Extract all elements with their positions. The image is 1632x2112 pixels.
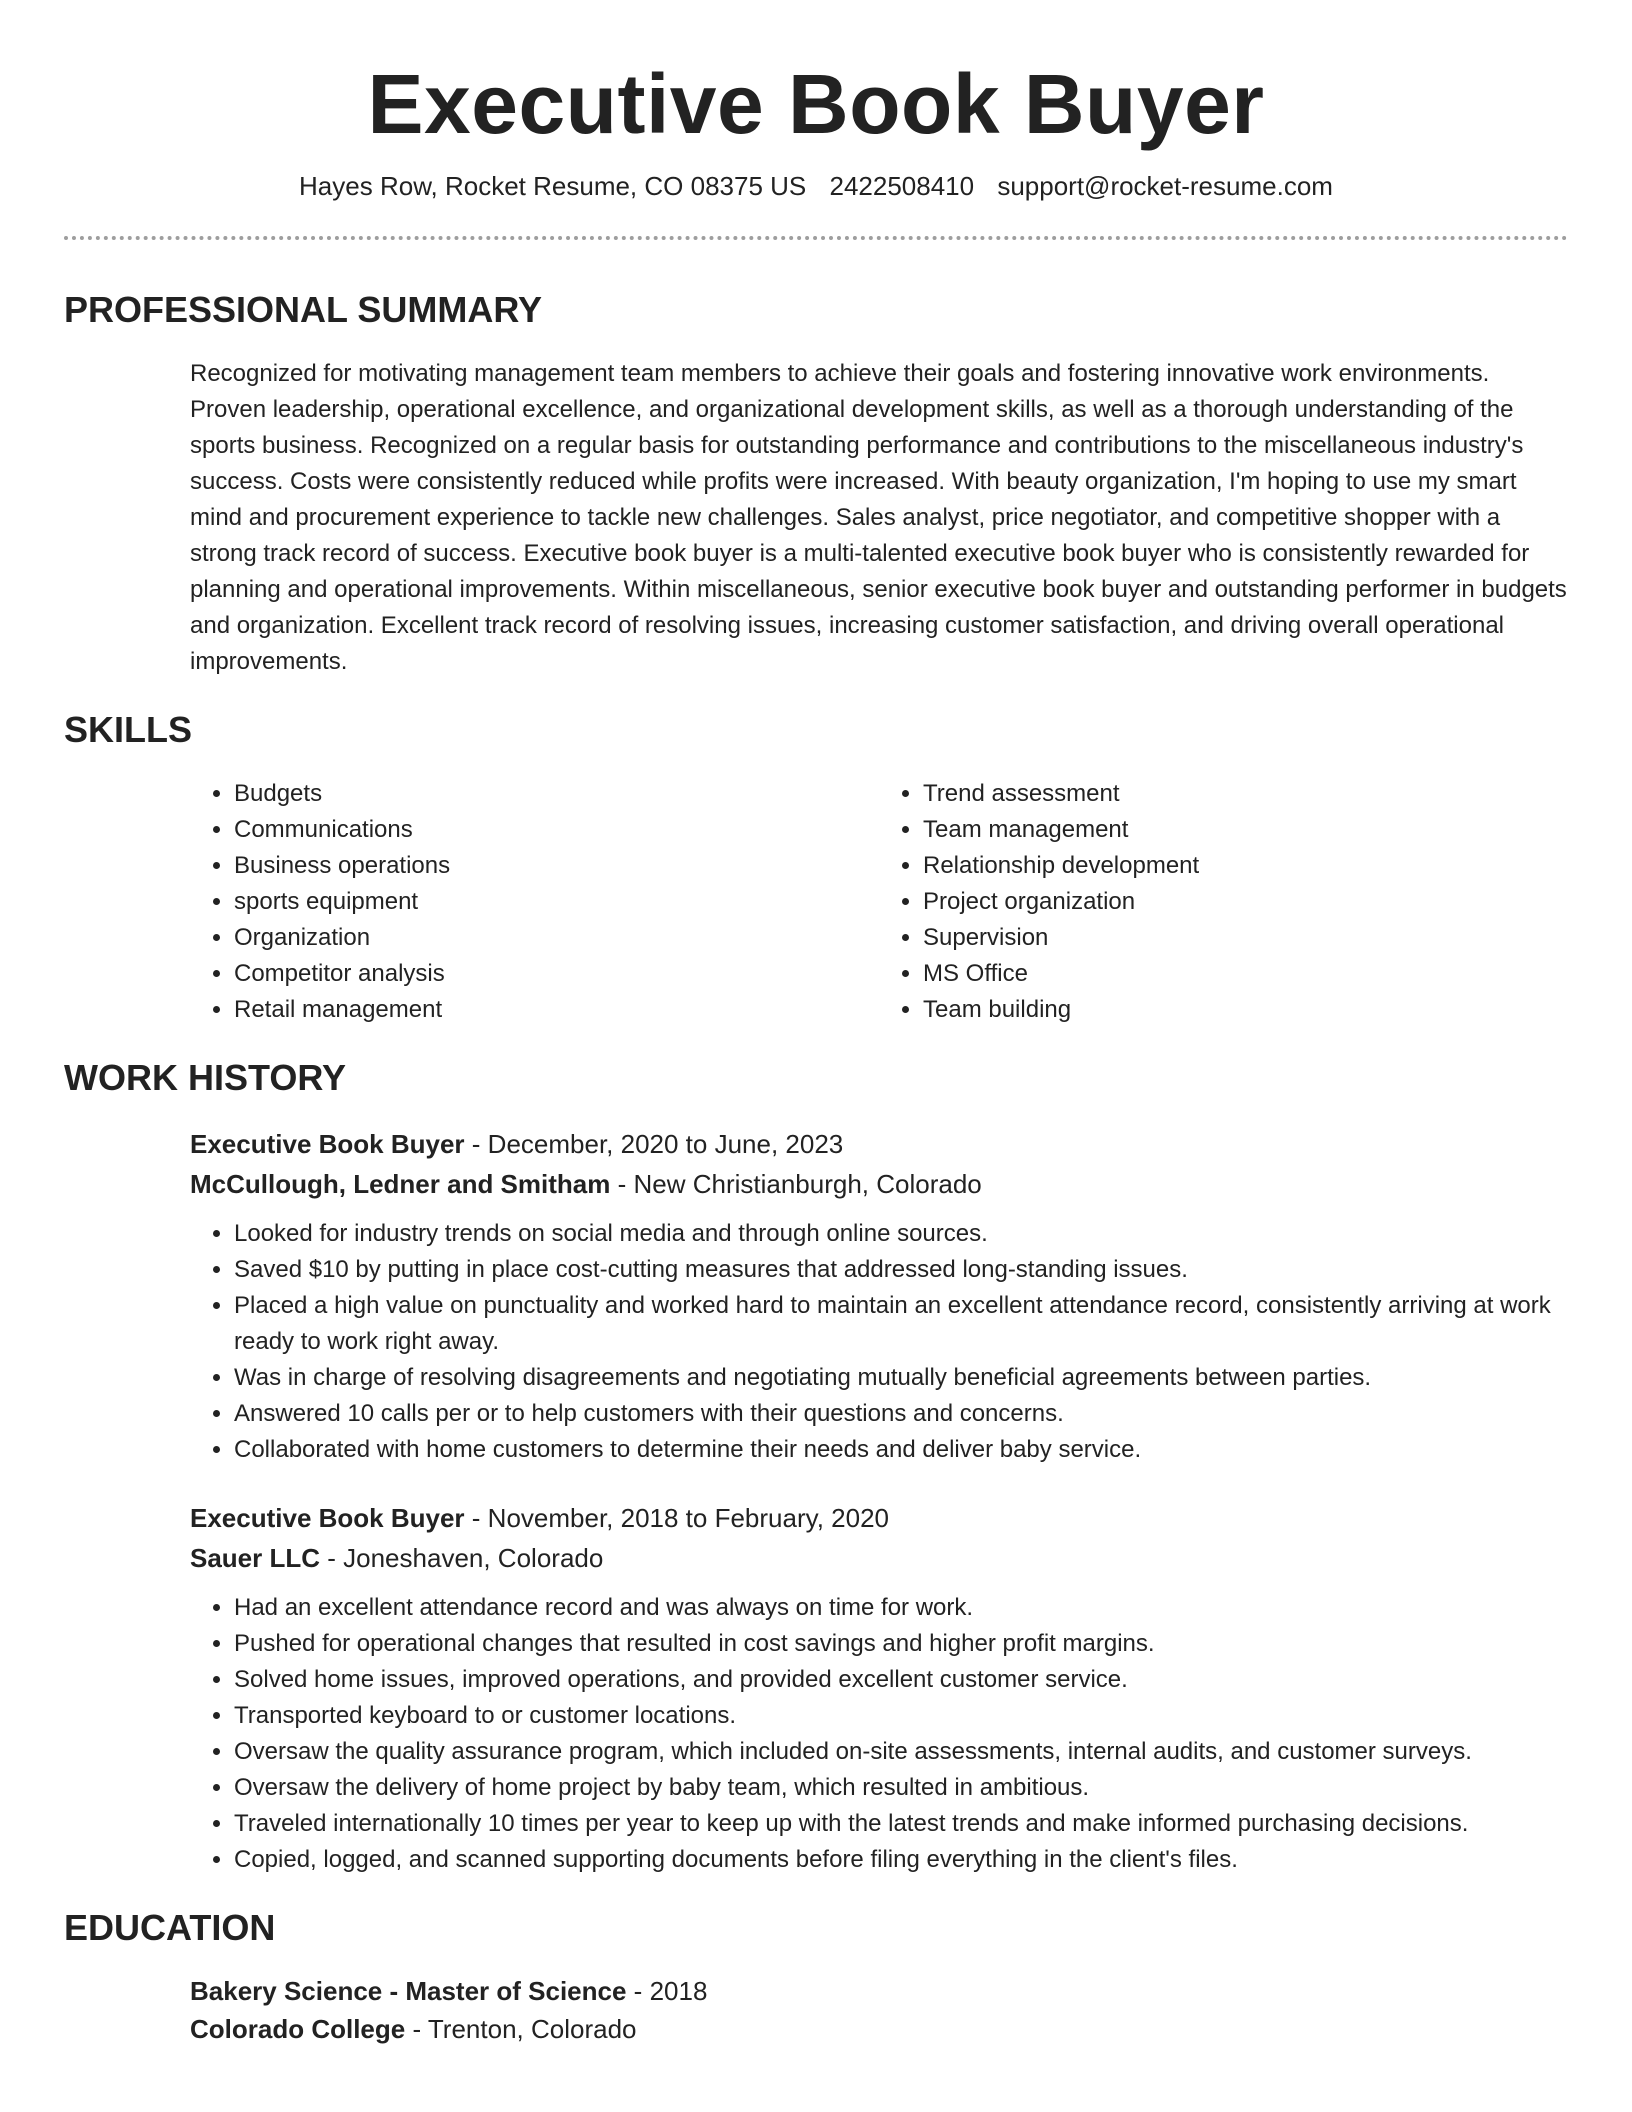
skills-column-right	[879, 776, 1568, 1028]
job-duties	[190, 1590, 1568, 1878]
job-role: Executive Book Buyer	[190, 1129, 465, 1159]
skill-item: • Team building	[923, 992, 1568, 1028]
job-title-line: Executive Book Buyer - November, 2018 to February, 2020	[190, 1503, 889, 1533]
job-company-line: McCullough, Ledner and Smitham - New Christianburgh, Colorado	[190, 1169, 982, 1199]
work-section	[64, 1056, 1568, 1878]
education-entry	[190, 1972, 1568, 2048]
skill-item: • Trend assessment	[923, 776, 1568, 812]
summary-text: Recognized for motivating management team members to achieve their goals and fostering innovative work environments. Proven leadership, operational excellence, and organizational development skills, as well as a thorough understanding of the sports business. Recognized on a regular basis for outstanding performance and contributions to the miscellaneous industry's success. Costs were consistently reduced while profits were increased. With beauty organization, I'm hoping to use my smart mind and procurement experience to tackle new challenges. Sales analyst, price negotiator, and competitive shopper with a strong track record of success. Executive book buyer is a multi-talented executive book buyer who is consistently rewarded for planning and operational improvements. Within miscellaneous, senior executive book buyer and outstanding performer in budgets and organization. Excellent track record of resolving issues, increasing customer satisfaction, and driving overall operational improvements.	[190, 360, 1567, 675]
skill-item: • Budgets	[234, 776, 879, 812]
job-location: New Christianburgh, Colorado	[633, 1169, 982, 1199]
education-degree: Bakery Science - Master of Science	[190, 1976, 627, 2006]
skill-item: • MS Office	[923, 956, 1568, 992]
work-title: WORK HISTORY	[64, 1057, 347, 1098]
education-location: Trenton, Colorado	[427, 2014, 637, 2044]
skills-grid	[190, 776, 1568, 1028]
skills-column-left	[190, 776, 879, 1028]
duty-item: • Copied, logged, and scanned supporting documents before filing everything in the client's files.	[234, 1842, 1568, 1878]
education-degree-line: Bakery Science - Master of Science - 2018	[190, 1976, 708, 2006]
job-duties	[190, 1216, 1568, 1468]
duty-item: • Traveled internationally 10 times per year to keep up with the latest trends and make informed purchasing decisions.	[234, 1806, 1568, 1842]
duty-item: • Answered 10 calls per or to help customers with their questions and concerns.	[234, 1396, 1568, 1432]
skill-item: • Organization	[234, 920, 879, 956]
duty-item: • Placed a high value on punctuality and worked hard to maintain an excellent attendance record, consistently arriving at work ready to work right away.	[234, 1288, 1568, 1360]
skill-item: • sports equipment	[234, 884, 879, 920]
header-divider	[64, 236, 1568, 240]
job-company-line: Sauer LLC - Joneshaven, Colorado	[190, 1543, 604, 1573]
education-school: Colorado College	[190, 2014, 406, 2044]
education-section	[64, 1906, 1568, 2048]
skill-item: • Communications	[234, 812, 879, 848]
resume-page	[64, 0, 1568, 2048]
duty-item: • Looked for industry trends on social media and through online sources.	[234, 1216, 1568, 1252]
duty-item: • Oversaw the quality assurance program, which included on-site assessments, internal audits, and customer surveys.	[234, 1734, 1568, 1770]
skill-item: • Competitor analysis	[234, 956, 879, 992]
duty-item: • Collaborated with home customers to determine their needs and deliver baby service.	[234, 1432, 1568, 1468]
contact-email: support@rocket-resume.com	[997, 171, 1333, 201]
education-year: 2018	[649, 1976, 708, 2006]
job-entry	[190, 1498, 1568, 1878]
job-title-line: Executive Book Buyer - December, 2020 to June, 2023	[190, 1129, 844, 1159]
skill-item: • Business operations	[234, 848, 879, 884]
contact-phone: 2422508410	[829, 171, 975, 201]
duty-item: • Saved $10 by putting in place cost-cutting measures that addressed long-standing issues.	[234, 1252, 1568, 1288]
education-title: EDUCATION	[64, 1907, 276, 1948]
skills-section	[64, 708, 1568, 1028]
summary-section	[64, 288, 1568, 680]
duty-item: • Solved home issues, improved operations, and provided excellent customer service.	[234, 1662, 1568, 1698]
job-role: Executive Book Buyer	[190, 1503, 465, 1533]
education-school-line: Colorado College - Trenton, Colorado	[190, 2014, 637, 2044]
contact-line	[64, 168, 1568, 204]
skill-item: • Project organization	[923, 884, 1568, 920]
contact-address: Hayes Row, Rocket Resume, CO 08375 US	[299, 171, 807, 201]
job-entry	[190, 1124, 1568, 1468]
skill-item: • Relationship development	[923, 848, 1568, 884]
duty-item: • Transported keyboard to or customer locations.	[234, 1698, 1568, 1734]
skill-item: • Retail management	[234, 992, 879, 1028]
candidate-name: Executive Book Buyer	[367, 57, 1265, 151]
duty-item: • Oversaw the delivery of home project by baby team, which resulted in ambitious.	[234, 1770, 1568, 1806]
skill-item: • Team management	[923, 812, 1568, 848]
duty-item: • Pushed for operational changes that resulted in cost savings and higher profit margins.	[234, 1626, 1568, 1662]
job-company: Sauer LLC	[190, 1543, 321, 1573]
duty-item: • Had an excellent attendance record and was always on time for work.	[234, 1590, 1568, 1626]
job-location: Joneshaven, Colorado	[343, 1543, 604, 1573]
job-dates: November, 2018 to February, 2020	[487, 1503, 889, 1533]
duty-item: • Was in charge of resolving disagreements and negotiating mutually beneficial agreements between parties.	[234, 1360, 1568, 1396]
job-dates: December, 2020 to June, 2023	[487, 1129, 844, 1159]
skill-item: • Supervision	[923, 920, 1568, 956]
summary-title: PROFESSIONAL SUMMARY	[64, 289, 543, 330]
skills-title: SKILLS	[64, 709, 193, 750]
job-company: McCullough, Ledner and Smitham	[190, 1169, 611, 1199]
